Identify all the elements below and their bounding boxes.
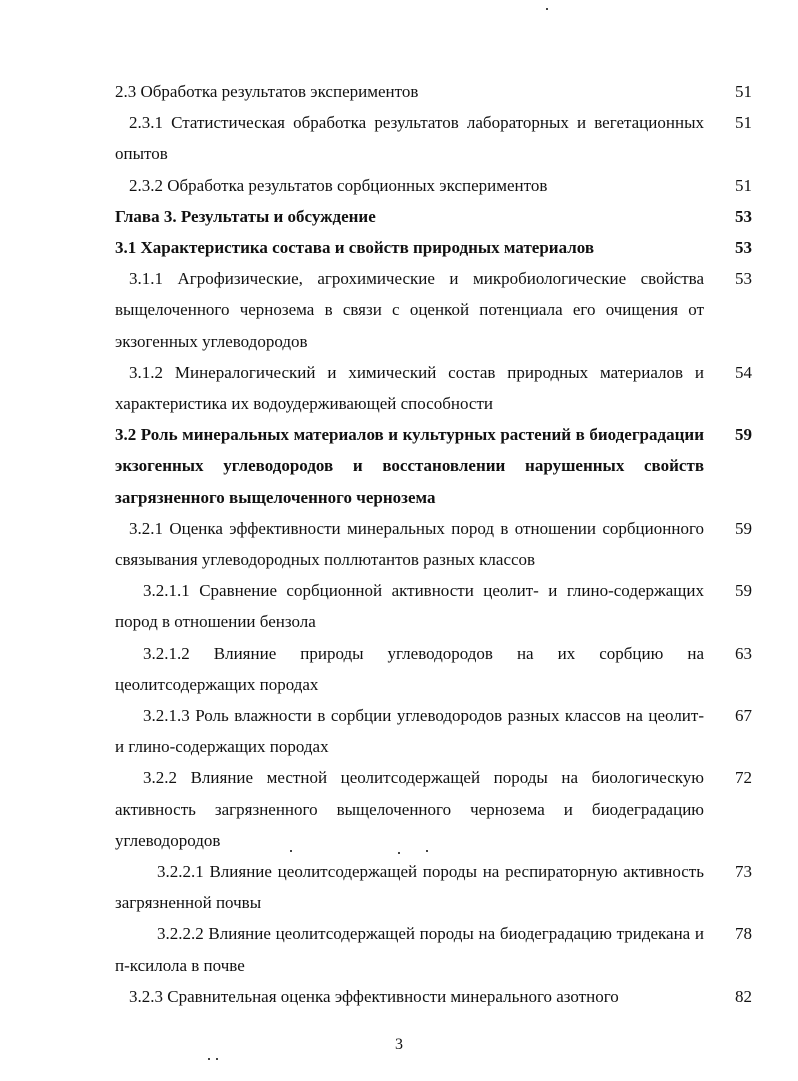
page-number: 3 — [395, 1036, 403, 1053]
toc-entry-text: 3.2.1 Оценка эффективности минеральных пород в отношении сорбционного связывания углеводородных поллютантов разных классов — [115, 518, 704, 570]
scan-speck — [546, 8, 548, 10]
toc-entry-3-1 — [0, 232, 798, 263]
toc-entry-2-3-1 — [0, 107, 798, 169]
toc-entry-3-2-1-1 — [0, 575, 798, 637]
toc-entry-chapter-3 — [0, 201, 798, 232]
toc-entry-text: 3.1 Характеристика состава и свойств природных материалов — [115, 238, 595, 258]
toc-entry-text: 3.2.3 Сравнительная оценка эффективности минерального азотного — [129, 986, 619, 1006]
toc-entry-3-2-2-2 — [0, 918, 798, 980]
toc-entry-page: 51 — [735, 113, 752, 133]
toc-entry-page: 59 — [735, 425, 752, 445]
toc-entry-page: 72 — [735, 768, 752, 788]
scan-speck — [216, 1058, 218, 1060]
toc-entry-text: 3.2.2 Влияние местной цеолитсодержащей породы на биологическую активность загрязненного выщелоченного чернозема и биодеградацию углеводородов — [115, 768, 704, 850]
toc-entry-text: 3.2.1.3 Роль влажности в сорбции углеводородов разных классов на цеолит- и глино-содержащих породах — [115, 706, 704, 757]
toc-entry-3-2-3 — [0, 981, 798, 1012]
scan-speck — [290, 850, 292, 852]
toc-entry-2-3-2 — [0, 170, 798, 201]
toc-entry-page: 67 — [735, 706, 752, 726]
toc-entry-3-2-2-1 — [0, 856, 798, 918]
toc-entry-page: 51 — [735, 175, 752, 195]
toc-entry-text: 3.1.1 Агрофизические, агрохимические и микробиологические свойства выщелоченного чернозема в связи с оценкой потенциала его очищения от экзогенных углеводородов — [115, 269, 704, 351]
toc-entry-text: 3.2 Роль минеральных материалов и культурных растений в биодеградации экзогенных углеводородов и восстановлении нарушенных свойств загрязненного выщелоченного чернозема — [115, 425, 704, 507]
toc-entry-page: 59 — [735, 518, 752, 538]
toc-entry-3-1-2 — [0, 357, 798, 419]
scan-speck — [398, 852, 400, 854]
toc-entry-3-1-1 — [0, 263, 798, 357]
toc-entry-page: 73 — [735, 862, 752, 882]
toc-entry-2-3 — [0, 76, 798, 107]
toc-entry-page: 59 — [735, 581, 752, 601]
toc-entry-page: 53 — [735, 206, 752, 226]
scan-speck — [426, 850, 428, 852]
toc-entry-text: Глава 3. Результаты и обсуждение — [115, 206, 376, 226]
toc-entry-page: 82 — [735, 986, 752, 1006]
toc-entry-3-2-2 — [0, 762, 798, 856]
toc-entry-text: 3.2.1.1 Сравнение сорбционной активности цеолит- и глино-содержащих пород в отношении бензола — [115, 581, 704, 632]
toc-entry-text: 2.3 Обработка результатов экспериментов — [115, 82, 419, 101]
toc-entry-text: 3.1.2 Минералогический и химический состав природных материалов и характеристика их водоудерживающей способности — [115, 362, 704, 414]
toc-entry-text: 2.3.2 Обработка результатов сорбционных экспериментов — [129, 175, 548, 195]
toc-entry-3-2 — [0, 419, 798, 513]
toc-entry-3-2-1-2 — [0, 638, 798, 700]
toc-entry-text: 3.2.2.2 Влияние цеолитсодержащей породы на биодеградацию тридекана и п-ксилола в почве — [115, 924, 704, 975]
toc-entry-page: 54 — [735, 362, 752, 382]
toc-entry-3-2-1-3 — [0, 700, 798, 762]
toc-entry-page: 63 — [735, 643, 752, 663]
table-of-contents — [0, 76, 798, 1012]
toc-entry-3-2-1 — [0, 513, 798, 575]
toc-entry-page: 53 — [735, 269, 752, 289]
toc-entry-page: 53 — [735, 238, 752, 258]
toc-entry-text: 3.2.2.1 Влияние цеолитсодержащей породы на респираторную активность загрязненной почвы — [115, 862, 704, 913]
toc-entry-page: 78 — [735, 924, 752, 944]
toc-entry-text: 2.3.1 Статистическая обработка результатов лабораторных и вегетационных опытов — [115, 113, 704, 164]
toc-entry-text: 3.2.1.2 Влияние природы углеводородов на их сорбцию на цеолитсодержащих породах — [115, 643, 704, 694]
toc-entry-page: 51 — [735, 82, 752, 101]
scan-speck — [208, 1058, 210, 1060]
